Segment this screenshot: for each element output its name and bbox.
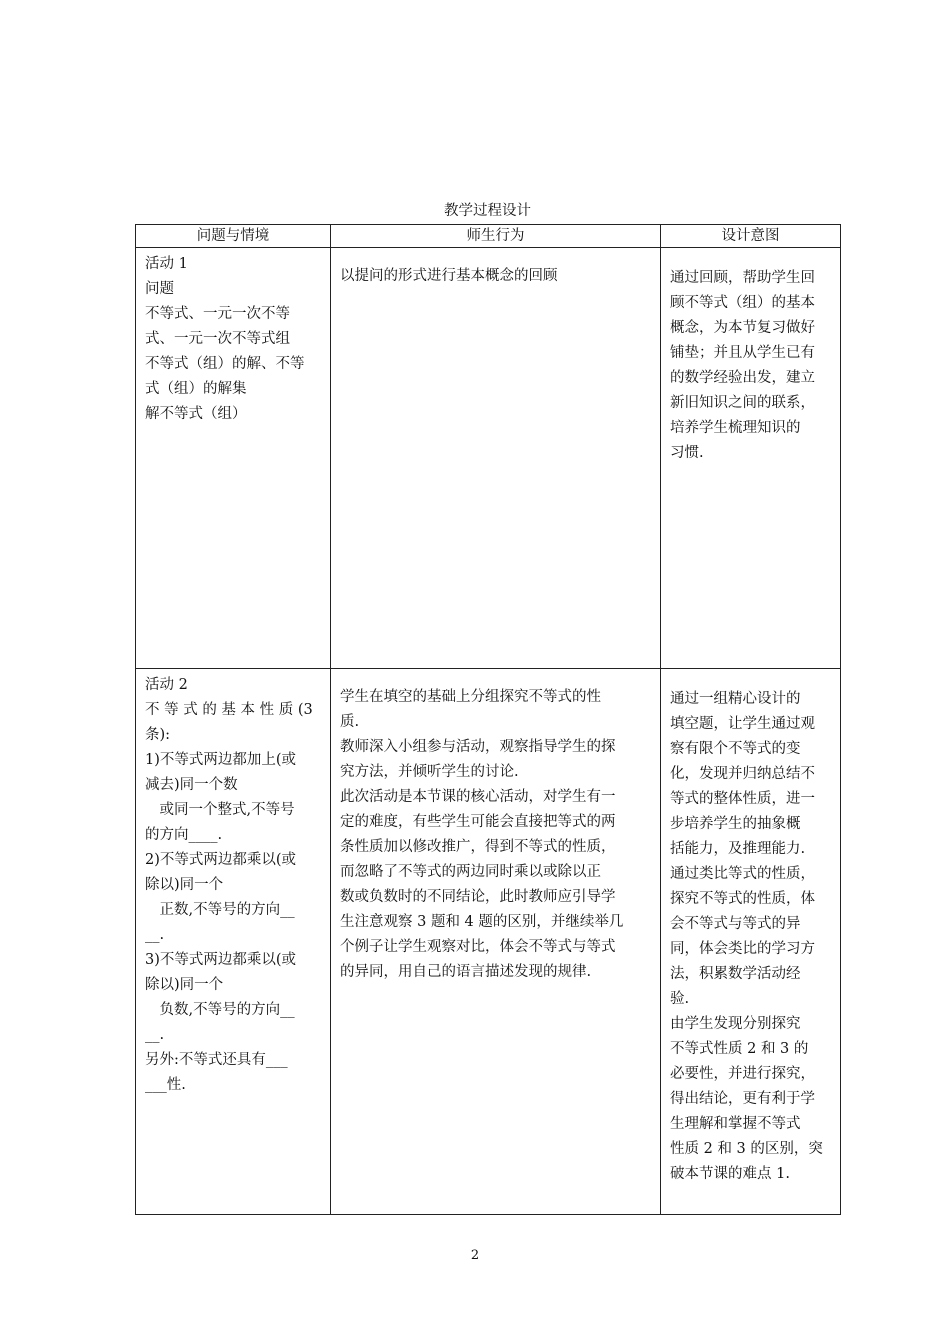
cell-line: 负数,不等号的方向__ [145,1002,295,1018]
cell-line: ___性. [145,1077,186,1093]
cell-line: 定的难度，有些学生可能会直接把等式的两 [340,814,616,830]
cell-line: 解不等式（组） [145,406,247,422]
activity-1-problem-cell [136,248,331,669]
cell-line: 究方法，并倾听学生的讨论. [340,764,519,780]
cell-line: 同，体会类比的学习方 [670,941,815,957]
activity-1-behavior-cell [331,248,661,669]
cell-line: 生注意观察 3 题和 4 题的区别，并继续举几 [340,914,624,930]
activity-2-behavior-cell [331,669,661,1215]
table-title: 教学过程设计 [444,203,531,219]
cell-line: 性质 2 和 3 的区别，突 [670,1141,823,1157]
cell-line: 此次活动是本节课的核心活动，对学生有一 [340,789,616,805]
cell-line: 探究不等式的性质，体 [670,891,815,907]
cell-line: 化，发现并归纳总结不 [670,766,815,782]
cell-line: 学生在填空的基础上分组探究不等式的性 [340,689,601,705]
cell-line: __. [145,927,165,943]
cell-line: 活动 1 [145,256,188,272]
cell-line: 不等式（组）的解、不等 [145,356,305,372]
cell-line: 破本节课的难点 1. [670,1166,790,1182]
cell-line: 概念，为本节复习做好 [670,320,815,336]
cell-line: 以提问的形式进行基本概念的回顾 [340,268,558,284]
cell-line: 必要性，并进行探究， [670,1066,815,1082]
cell-line: 的异同，用自己的语言描述发现的规律. [340,964,592,980]
cell-line: 活动 2 [145,677,188,693]
cell-line: 式、一元一次不等式组 [145,331,290,347]
header-teacher-student-behavior: 师生行为 [331,225,661,248]
activity-2-problem-cell [136,669,331,1215]
cell-line: 填空题，让学生通过观 [670,716,815,732]
teaching-process-table [135,224,841,1215]
cell-line: 通过一组精心设计的 [670,691,801,707]
cell-line: 个例子让学生观察对比，体会不等式与等式 [340,939,616,955]
cell-line: 括能力，及推理能力. [670,841,806,857]
cell-line: 或同一个整式,不等号 [145,802,295,818]
cell-line: 顾不等式（组）的基本 [670,295,815,311]
table-row [136,248,841,669]
cell-line: 生理解和掌握不等式 [670,1116,801,1132]
cell-line: 培养学生梳理知识的 [670,420,801,436]
cell-line: 问题 [145,281,174,297]
cell-line: 质. [340,714,360,730]
cell-line: 步培养学生的抽象概 [670,816,801,832]
cell-line: 教师深入小组参与活动，观察指导学生的探 [340,739,616,755]
cell-line: 不 等 式 的 基 本 性 质 (3 [145,702,313,718]
cell-line: 另外:不等式还具有___ [145,1052,288,1068]
cell-line: 2)不等式两边都乘以(或 [145,852,297,868]
header-design-intent: 设计意图 [661,225,841,248]
cell-line: 察有限个不等式的变 [670,741,801,757]
cell-line: 条性质加以修改推广，得到不等式的性质， [340,839,616,855]
cell-line: 除以)同一个 [145,877,224,893]
cell-line: 数或负数时的不同结论，此时教师应引导学 [340,889,616,905]
cell-line: 条): [145,727,171,743]
cell-line: 通过回顾，帮助学生回 [670,270,815,286]
page-number: 2 [470,1248,480,1263]
cell-line: 3)不等式两边都乘以(或 [145,952,297,968]
cell-line: 1)不等式两边都加上(或 [145,752,297,768]
cell-line: 的方向____. [145,827,223,843]
cell-line: 由学生发现分别探究 [670,1016,801,1032]
cell-line: 会不等式与等式的异 [670,916,801,932]
cell-line: 铺垫；并且从学生已有 [670,345,815,361]
cell-line: __. [145,1027,165,1043]
cell-line: 式（组）的解集 [145,381,247,397]
cell-line: 不等式性质 2 和 3 的 [670,1041,809,1057]
cell-line: 而忽略了不等式的两边同时乘以或除以正 [340,864,601,880]
table-row [136,669,841,1215]
cell-line: 不等式、一元一次不等 [145,306,290,322]
header-problem-situation: 问题与情境 [136,225,331,248]
cell-line: 除以)同一个 [145,977,224,993]
cell-line: 法，积累数学活动经 [670,966,801,982]
cell-line: 得出结论，更有利于学 [670,1091,815,1107]
header-row [136,225,841,248]
cell-line: 减去)同一个数 [145,777,238,793]
cell-line: 验. [670,991,690,1007]
cell-line: 新旧知识之间的联系， [670,395,815,411]
cell-line: 等式的整体性质，进一 [670,791,815,807]
cell-line: 习惯. [670,445,704,461]
cell-line: 通过类比等式的性质， [670,866,815,882]
activity-2-intent-cell [661,669,841,1215]
cell-line: 正数,不等号的方向__ [145,902,295,918]
activity-1-intent-cell [661,248,841,669]
cell-line: 的数学经验出发，建立 [670,370,815,386]
